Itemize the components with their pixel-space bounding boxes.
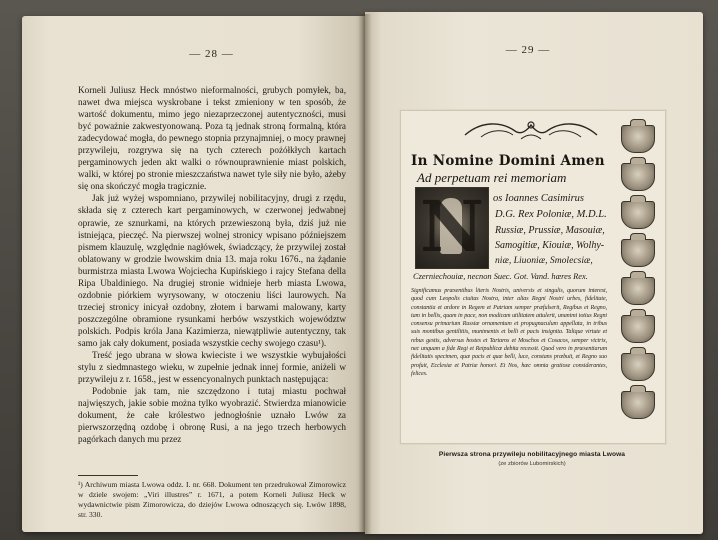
left-page (22, 16, 365, 532)
paragraph-1: Korneli Juliusz Heck mnóstwo nieformalności, grubych pomyłek, ba, nawet dwa miejsca wyskrobane i tekst zmieniony w ten sposób, że wartość dokumentu, mimo jego niezaprzeczonej autentyczności, musi być poważnie zakwestyonowaną. Poza tą jednak stroną formalną, która zadecydować mogła, do pewnego stopnia przynajmniej, o mocy prawnej przywileju, rozgrywa się na tych czterech pożółkłych kartach pergaminowych jeden akt walki o równouprawnienie miast polskich, walki, w której po stronie mieszczaństwa nawet tyle siły nie było, ażeby się ona skończyć mogła tragicznie. (78, 85, 346, 192)
left-page-body (78, 84, 346, 445)
left-page-number: — 28 — (189, 48, 234, 60)
crest-icon (621, 277, 655, 305)
plate-caption: Pierwsza strona przywileju nobilitacyjnego miasta Lwowa (438, 451, 626, 458)
crest-icon (621, 315, 655, 343)
script-line-1: os Ioannes Casimirus (493, 193, 585, 204)
plate-caption-source: (ze zbiorów Lubomirskich) (498, 461, 566, 467)
script-line-4: Samogitiæ, Kiouiæ, Wolhy- (495, 240, 605, 251)
crest-icon (621, 125, 655, 153)
script-line-3: Russiæ, Prussiæ, Masouiæ, (495, 225, 605, 236)
plate-body-text: Significamus præsentibus literis Nostris, universis et singulis, quorum interest, quod cum Leopolis ciuitas Nostra, inter alias Regni Nostri urbes, fidelitate, constantia et ardore in Regem et Patriam semper præfulserit, Regibus et Regno, tam in bellis, quam in pace, non modicam utilitatem attulerit, unanimi totius Regni consensu primarium Russiæ ornamentum et propugnaculum appellata, in tribus suis montibus gentilitiis, munimentis et belli et pacis insignita. Talique virtute et rebus gestis, adversus hostes et Tartaros et Moschos et Cosacos, semper victrix, nec unquam a fide Regi et Reipublicæ debita recessit. Quod vero in præsentiarum fidelitatis specimen, quæ pacis et quæ belli, luce, constans præbuit, et Regno suo profuit, Ecclesiæ et Patriæ honori. Et Nos, hæc omnia gratiose considerantes, felices. (411, 288, 607, 377)
script-line-5: niæ, Liuoniæ, Smolecsiæ, (495, 255, 593, 266)
footnote-rule (78, 475, 138, 476)
right-page-number: — 29 — (505, 44, 551, 56)
plate-heading: In Nomine Domini Amen (411, 153, 605, 169)
paragraph-4: Podobnie jak tam, nie szczędzono i tutaj miastu pochwał najwięszych, jakie sobie można tylko wyobrazić. Stwierdza mianowicie dokument, że całe królestwo jednogłośnie uznało Lwów za pierwszorzędną ozdobę i obronę Rusi, a na jego trzech herbowych pagórkach danych mu przez (78, 386, 346, 445)
plate-subheading: Ad perpetuam rei memoriam (417, 170, 567, 185)
initial-letter-icon: N (420, 185, 484, 268)
paragraph-3: Treść jego ubrana w słowa kwieciste i we wszystkie wybujałości stylu z siedmnastego wieku, w zupełnie jednak innej formie, aniżeli w przywileju z r. 1658., jest w essencyonalnych punktach następująca: (78, 350, 346, 385)
book-gutter (358, 14, 372, 536)
crest-column (615, 117, 659, 439)
flourish-ornament-icon (461, 117, 601, 143)
script-line-2: D.G. Rex Poloniæ, M.D.L. (495, 209, 607, 220)
crest-icon (621, 353, 655, 381)
script-line-6: Czerniechouiæ, necnon Suec. Got. Vand. hæres Rex. (413, 272, 588, 281)
crest-icon (621, 391, 655, 419)
illuminated-initial (415, 187, 489, 269)
footnote: ¹) Archiwum miasta Lwowa oddz. I. nr. 668. Dokument ten przedrukował Zimorowicz w dziele swojem: „Viri illustres” r. 1671, a potem Korneli Juliusz Heck w wydawnictwie pism Zimorowicza, do dziejów Lwowa odnoszących się. Lwów 1898, str. 330. (78, 480, 346, 519)
crest-icon (621, 163, 655, 191)
paragraph-2: Jak już wyżej wspomniano, przywilej nobilitacyjny, drugi z rzędu, składa się z czterech kart pergaminowych, w czerwonej jedwabnej oprawie, ze sznurkami, na których przewieszoną była, dziś już nie istniejąca, pieczęć. Na pierwszej wolnej stronicy wpisano późniejszem pismem klauzulę, względnie nagłówek, świadczący, że przywilej został oblatowany w grodzie lwowskim dnia 13. maja roku 1676., na żądanie burmistrza miasta Lwowa Wojciecha Kupińskiego i rajcy Stefana della Ripa Ubaldiniego. Na drugiej stronie widnieje herb miasta Lwowa, ozdobnie piórkiem wyrysowany, w otoczeniu liści laurowych. Na trzeciej stronicy inicyał ozdobny, złotem i barwami malowany, karty poszczególne obramione rysunkami herbów wszystkich województw polskich. Podpis króla Jana Kazimierza, niewątpliwie autentyczny, tak samo jak cały dokument, posiada wszystkie cechy swojego czasu¹). (78, 193, 346, 348)
document-facsimile-plate (400, 110, 666, 444)
crest-icon (621, 239, 655, 267)
right-page (365, 12, 703, 534)
crest-icon (621, 201, 655, 229)
